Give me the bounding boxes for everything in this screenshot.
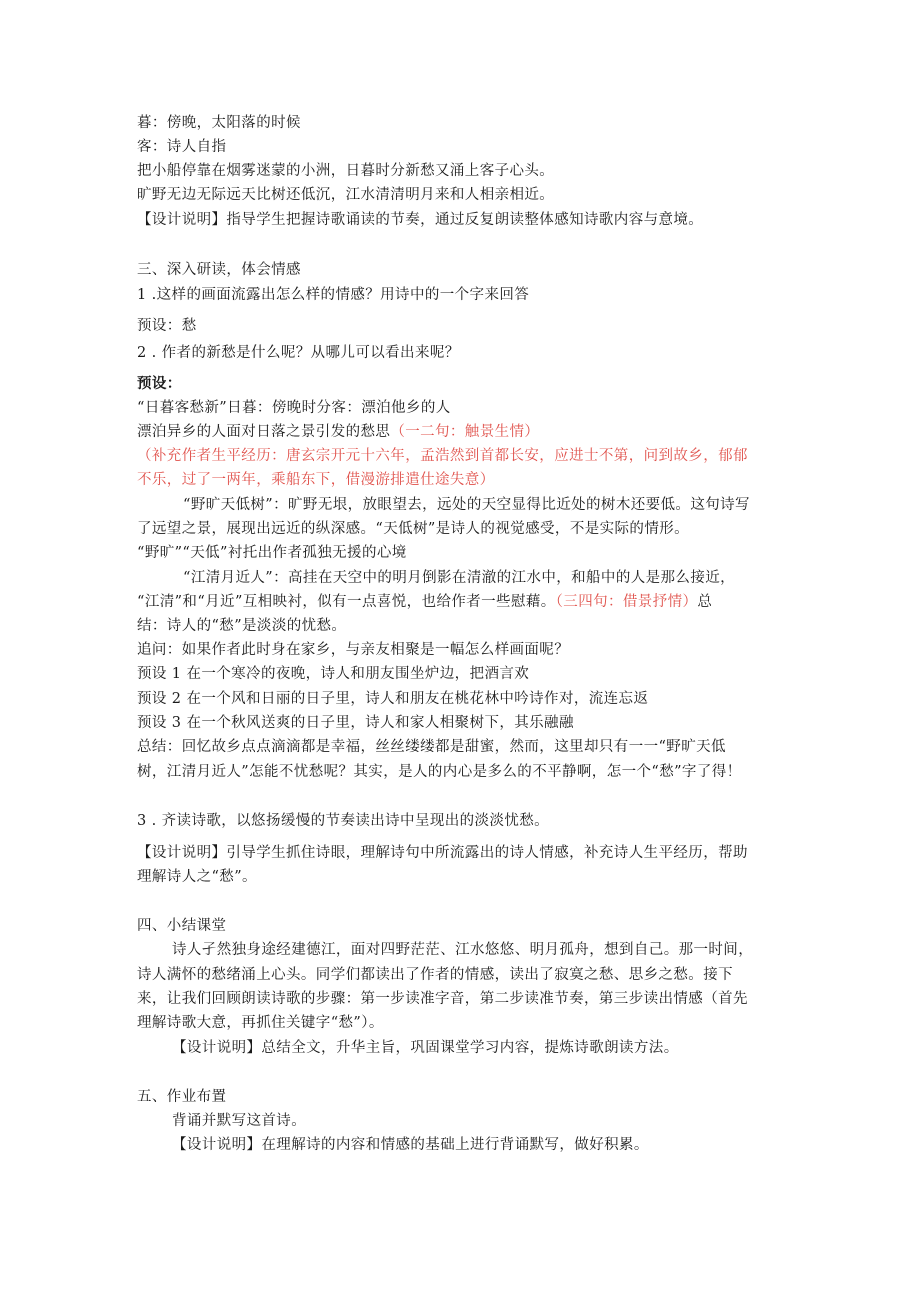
design-note-3: 【设计说明】总结全文，升华主旨，巩固课堂学习内容，提炼诗歌朗读方法。 [172,1040,679,1056]
wrapup-line-3: 来，让我们回顾朗读诗歌的步骤：第一步读准字音，第二步读准节奏，第三步读出情感（首先 [137,991,748,1007]
translation-line-2: 旷野无边无际远天比树还低沉，江水清清明月来和人相亲相近。 [137,187,555,203]
design-note-2-line-2: 理解诗人之“愁”。 [137,869,257,885]
analysis-line-5-text: “江清”和“月近”互相映衬，似有一点喜悦，也给作者一些慰藉。 [137,594,556,610]
annotation-1-2: （一二句：触景生情） [390,424,540,440]
section-4-heading: 四、小结课堂 [137,918,227,934]
analysis-line-3: “野旷”“天低”衬托出作者孤独无援的心境 [137,545,407,561]
design-note-4: 【设计说明】在理解诗的内容和情感的基础上进行背诵默写，做好积累。 [172,1137,649,1153]
follow-up-question: 追问：如果作者此时身在家乡，与亲友相聚是一幅怎么样画面呢？ [137,642,570,658]
author-bio-line-1: （补充作者生平经历：唐玄宗开元十六年，孟浩然到首都长安，应进士不第，问到故乡，郁郁 [137,448,748,464]
wrapup-line-1: 诗人孑然独身途经建德江，面对四野茫茫、江水悠悠、明月孤舟，想到自己。那一时间， [172,942,754,958]
section-3-heading: 三、深入研读，体会情感 [137,262,301,278]
answer-1: 预设：愁 [137,318,197,334]
analysis-line-2: 了远望之景，展现出远近的纵深感。“天低树”是诗人的视觉感受，不是实际的情形。 [137,521,690,537]
analysis-line-5-tail: 总 [697,594,713,610]
design-note-2-line-1: 【设计说明】引导学生抓住诗眼，理解诗句中所流露出的诗人情感，补充诗人生平经历，帮助 [137,845,748,861]
analysis-line-1: “野旷天低树”：旷野无垠，放眼望去，远处的天空显得比近处的树木还要低。这句诗写 [183,497,750,513]
preset-scene-1: 预设 1 在一个寒冷的夜晚，诗人和朋友围坐炉边，把酒言欢 [137,666,530,682]
preset-line-2-text: 漂泊异乡的人面对日落之景引发的愁思 [137,424,391,440]
annotation-3-4: （三四句：借景抒情） [555,594,698,610]
preset-label: 预设： [137,376,182,392]
analysis-line-5 [137,592,712,612]
preset-line-2 [137,422,539,442]
preset-scene-2: 预设 2 在一个风和日丽的日子里，诗人和朋友在桃花林中吟诗作对，流连忘返 [137,691,649,707]
preset-line-1: “日暮客愁新”日暮：傍晚时分客：漂泊他乡的人 [137,400,451,416]
design-note-1: 【设计说明】指导学生把握诗歌诵读的节奏，通过反复朗读整体感知诗歌内容与意境。 [137,212,704,228]
homework-line: 背诵并默写这首诗。 [172,1113,307,1129]
summary-line-1: 总结：回忆故乡点点滴滴都是幸福，丝丝缕缕都是甜蜜，然而，这里却只有一一“野旷天低 [137,739,726,755]
section-5-heading: 五、作业布置 [137,1089,227,1105]
translation-line-1: 把小船停靠在烟雾迷蒙的小洲，日暮时分新愁又涌上客子心头。 [137,163,555,179]
question-3: 3 . 齐读诗歌，以悠扬缓慢的节奏读出诗中呈现出的淡淡忧愁。 [137,813,550,829]
question-2: 2 . 作者的新愁是什么呢？从哪儿可以看出来呢？ [137,345,460,361]
summary-line-2: 树，江清月近人”怎能不忧愁呢？其实，是人的内心是多么的不平静啊，怎一个“愁”字了得！ [137,764,742,780]
question-1: 1 .这样的画面流露出怎么样的情感？用诗中的一个字来回答 [137,287,530,303]
word-note-mu: 暮：傍晚，太阳落的时候 [137,115,301,131]
wrapup-line-2: 诗人满怀的愁绪涌上心头。同学们都读出了作者的情感，读出了寂寞之愁、思乡之愁。接下 [137,967,733,983]
preset-scene-3: 预设 3 在一个秋风送爽的日子里，诗人和家人相聚树下，其乐融融 [137,715,574,731]
wrapup-line-4: 理解诗歌大意，再抓住关键字“愁”）。 [137,1015,384,1031]
author-bio-line-2: 不乐，过了一两年，乘船东下，借漫游排遣仕途失意） [137,472,495,488]
word-note-ke: 客：诗人自指 [137,139,227,155]
analysis-summary: 结：诗人的“愁”是淡淡的忧愁。 [137,618,347,634]
analysis-line-4: “江清月近人”：高挂在天空中的明月倒影在清澈的江水中，和船中的人是那么接近， [183,570,736,586]
